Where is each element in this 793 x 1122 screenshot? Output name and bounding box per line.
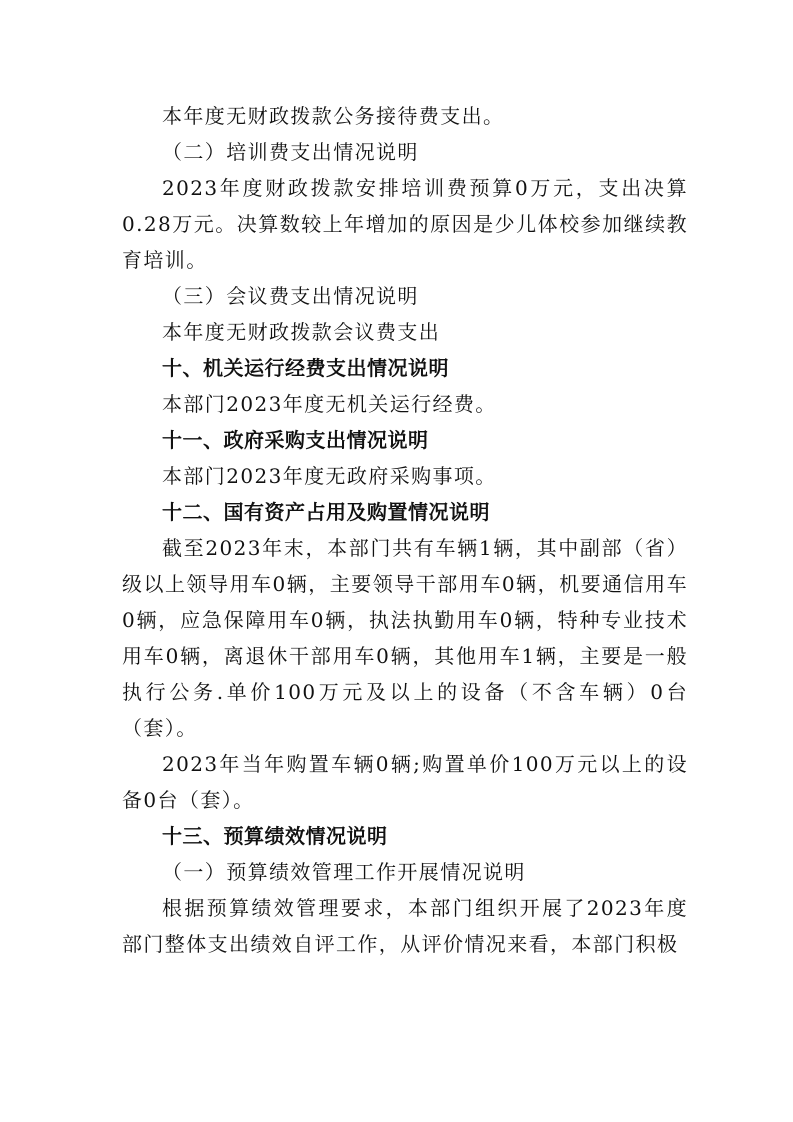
paragraph-reception-expense: 本年度无财政拨款公务接待费支出。 — [162, 104, 505, 128]
heading-section-11: 十一、政府采购支出情况说明 — [162, 428, 429, 452]
heading-section-10: 十、机关运行经费支出情况说明 — [162, 356, 449, 380]
paragraph-training-expense: 2023年度财政拨款安排培训费预算0万元，支出决算0.28万元。决算数较上年增加的原因是少儿体校参加继续教育培训。 — [122, 176, 688, 272]
heading-section-12: 十二、国有资产占用及购置情况说明 — [162, 500, 490, 524]
paragraph-purchases: 2023年当年购置车辆0辆;购置单价100万元以上的设备0台（套）。 — [122, 752, 688, 812]
subheading-performance-management: （一）预算绩效管理工作开展情况说明 — [162, 860, 526, 884]
paragraph-operating-expense: 本部门2023年度无机关运行经费。 — [162, 392, 497, 416]
paragraph-procurement: 本部门2023年度无政府采购事项。 — [162, 464, 497, 488]
subheading-meeting-expense: （三）会议费支出情况说明 — [162, 284, 419, 308]
paragraph-performance: 根据预算绩效管理要求，本部门组织开展了2023年度部门整体支出绩效自评工作，从评价情况来看，本部门积极 — [122, 896, 688, 956]
subheading-training-expense: （二）培训费支出情况说明 — [162, 140, 419, 164]
paragraph-meeting-expense: 本年度无财政拨款会议费支出 — [162, 320, 441, 344]
paragraph-assets: 截至2023年末，本部门共有车辆1辆，其中副部（省）级以上领导用车0辆，主要领导干部用车0辆，机要通信用车0辆，应急保障用车0辆，执法执勤用车0辆，特种专业技术用车0辆，离退休干部用车0辆，其他用车1辆，主要是一般执行公务.单价100万元及以上的设备（不含车辆）0台（套）。 — [122, 536, 688, 740]
heading-section-13: 十三、预算绩效情况说明 — [162, 824, 388, 848]
document-page — [122, 98, 688, 962]
